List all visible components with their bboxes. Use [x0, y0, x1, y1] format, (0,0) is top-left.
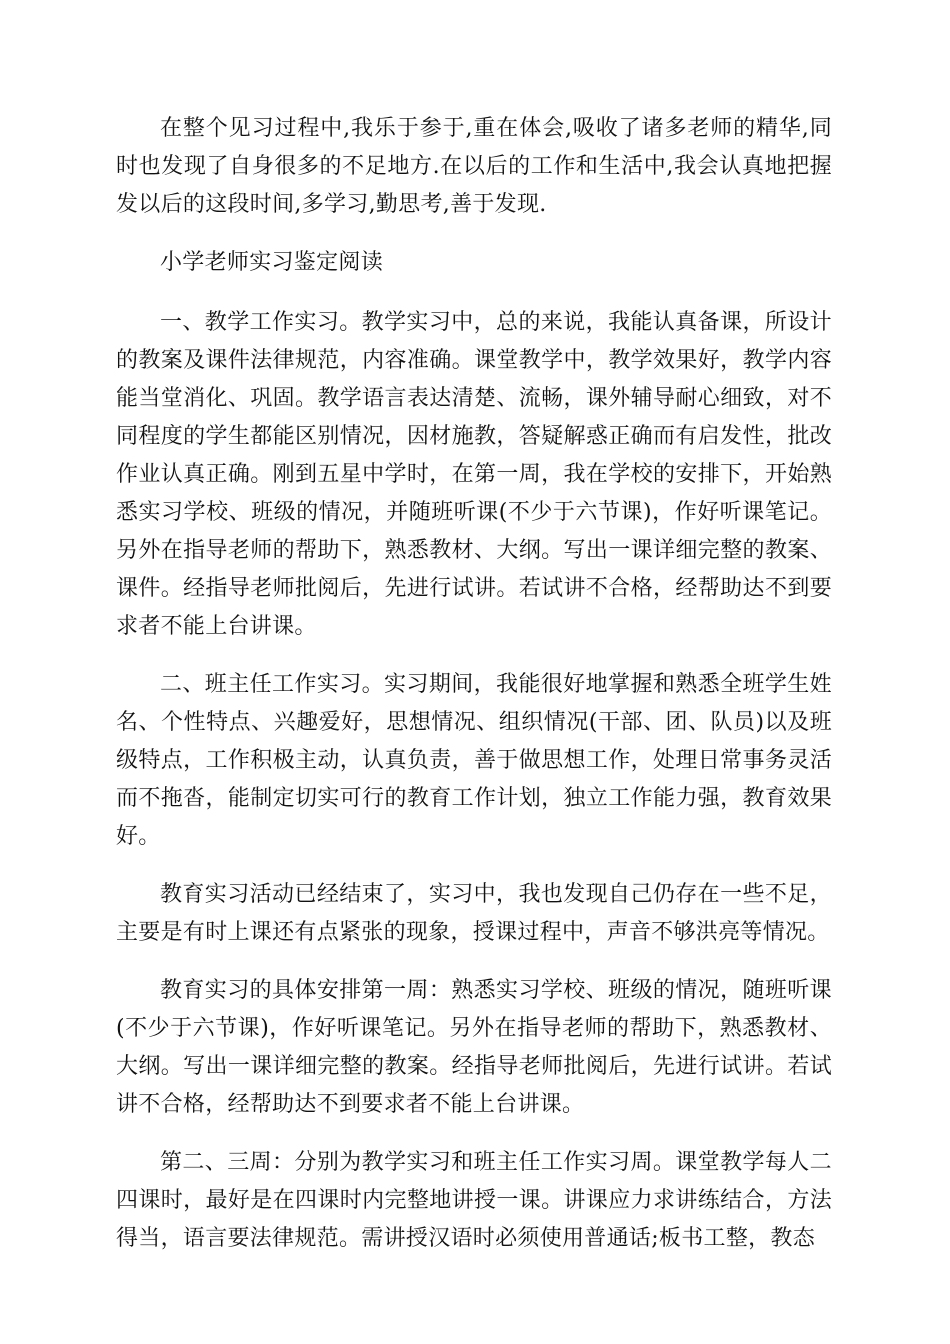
paragraph-week-one: 教育实习的具体安排第一周：熟悉实习学校、班级的情况，随班听课(不少于六节课)，作好听课笔记。另外在指导老师的帮助下，熟悉教材、大纲。写出一课详细完整的教案。经指导老师批阅后，先进行试讲。若试讲不合格，经帮助达不到要求者不能上台讲课。 [116, 978, 832, 1117]
paragraph-teaching-practice: 一、教学工作实习。教学实习中，总的来说，我能认真备课，所设计的教案及课件法律规范，内容准确。课堂教学中，教学效果好，教学内容能当堂消化、巩固。教学语言表达清楚、流畅，课外辅导耐心细致，对不同程度的学生都能区别情况，因材施教，答疑解惑正确而有启发性，批改作业认真正确。刚到五星中学时，在第一周，我在学校的安排下，开始熟悉实习学校、班级的情况，并随班听课(不少于六节课)，作好听课笔记。另外在指导老师的帮助下，熟悉教材、大纲。写出一课详细完整的教案、课件。经指导老师批阅后，先进行试讲。若试讲不合格，经帮助达不到要求者不能上台讲课。 [116, 310, 832, 639]
paragraph-intro: 在整个见习过程中,我乐于参于,重在体会,吸收了诸多老师的精华,同时也发现了自身很多的不足地方.在以后的工作和生活中,我会认真地把握发以后的这段时间,多学习,勤思考,善于发现. [116, 116, 832, 217]
paragraph-shortcomings: 教育实习活动已经结束了，实习中，我也发现自己仍存在一些不足，主要是有时上课还有点紧张的现象，授课过程中，声音不够洪亮等情况。 [116, 882, 832, 945]
paragraph-class-teacher-practice: 二、班主任工作实习。实习期间，我能很好地掌握和熟悉全班学生姓名、个性特点、兴趣爱好，思想情况、组织情况(干部、团、队员)以及班级特点，工作积极主动，认真负责，善于做思想工作，处理日常事务灵活而不拖沓，能制定切实可行的教育工作计划，独立工作能力强，教育效果好。 [116, 672, 832, 849]
section-title: 小学老师实习鉴定阅读 [160, 250, 384, 275]
paragraph-weeks-two-three: 第二、三周：分别为教学实习和班主任工作实习周。课堂教学每人二四课时，最好是在四课时内完整地讲授一课。讲课应力求讲练结合，方法得当，语言要法律规范。需讲授汉语时必须使用普通话;板书工整，教态 [116, 1150, 832, 1251]
document-page [116, 110, 832, 1278]
